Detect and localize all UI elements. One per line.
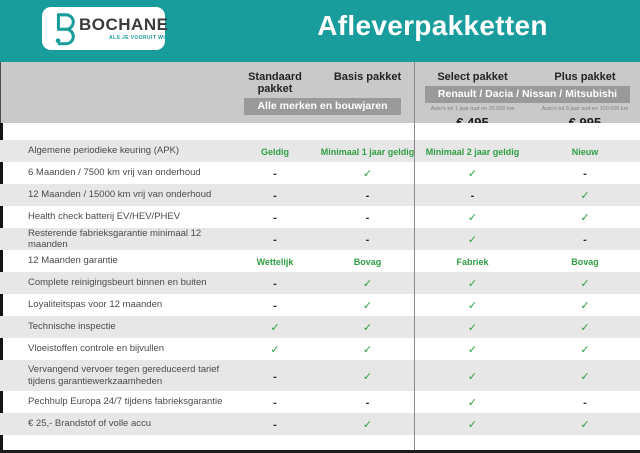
feature-value: Minimaal 1 jaar geldig <box>320 147 415 157</box>
brand-name: BOCHANE <box>79 15 169 34</box>
check-icon: ✓ <box>467 419 478 431</box>
dash-mark: - <box>365 397 370 409</box>
check-icon: ✓ <box>580 212 590 224</box>
dash-mark: - <box>273 370 277 383</box>
bochane-logo-icon <box>51 11 75 46</box>
check-icon: ✓ <box>580 322 590 334</box>
column-subtext-plus: Auto's tot 5 jaar oud en 100.000 km <box>541 106 629 112</box>
group-banner-all-brands: Alle merken en bouwjaren <box>244 98 401 115</box>
check-icon: ✓ <box>467 322 478 334</box>
check-icon: ✓ <box>362 168 373 180</box>
feature-row <box>0 206 640 228</box>
check-icon: ✓ <box>467 344 478 356</box>
feature-label: 6 Maanden / 7500 km vrij van onderhoud <box>28 167 201 179</box>
check-icon: ✓ <box>467 168 478 180</box>
dash-mark: - <box>273 234 277 247</box>
column-divider <box>414 62 415 450</box>
brand-tagline: ALS JE VOORUIT WIL <box>109 35 169 41</box>
dash-mark: - <box>273 212 277 224</box>
dash-mark: - <box>583 168 587 180</box>
feature-rows <box>0 140 640 435</box>
dash-mark: - <box>365 234 370 247</box>
feature-label: Loyaliteitspas voor 12 maanden <box>28 299 163 311</box>
feature-label: Health check batterij EV/HEV/PHEV <box>28 211 181 223</box>
feature-value: Nieuw <box>571 147 599 157</box>
feature-row <box>0 294 640 316</box>
check-icon: ✓ <box>467 234 478 247</box>
feature-row <box>0 272 640 294</box>
column-subtexts <box>415 105 640 114</box>
feature-label: 12 Maanden / 15000 km vrij van onderhoud <box>28 189 212 201</box>
column-standaard-pakket: Standaard pakket <box>248 71 302 95</box>
feature-value: Geldig <box>260 147 289 157</box>
logo-text <box>79 16 168 41</box>
header <box>0 0 640 62</box>
column-subtext-select: Auto's tot 1 jaar oud en 20.000 km <box>430 106 515 112</box>
feature-value: Bovag <box>353 257 382 267</box>
check-icon: ✓ <box>362 278 373 290</box>
feature-label: Pechhulp Europa 24/7 tijdens fabrieksgarantie <box>28 396 223 408</box>
feature-row <box>0 316 640 338</box>
check-icon: ✓ <box>362 419 373 431</box>
feature-row <box>0 228 640 250</box>
check-icon: ✓ <box>467 300 478 312</box>
check-icon: ✓ <box>580 344 590 356</box>
feature-label: Resterende fabrieksgarantie minimaal 12 maanden <box>28 228 202 251</box>
check-icon: ✓ <box>362 300 373 312</box>
check-icon: ✓ <box>467 397 478 409</box>
dash-mark: - <box>273 397 277 409</box>
feature-value: Fabriek <box>456 257 489 267</box>
dash-mark: - <box>470 190 475 202</box>
bochane-logo <box>42 7 169 50</box>
feature-label: Complete reinigingsbeurt binnen en buiten <box>28 277 207 289</box>
feature-value: Wettelijk <box>256 257 294 267</box>
check-icon: ✓ <box>362 370 373 383</box>
check-icon: ✓ <box>270 344 280 356</box>
feature-label: Algemene periodieke keuring (APK) <box>28 145 180 157</box>
dash-mark: - <box>583 397 587 409</box>
check-icon: ✓ <box>270 322 280 334</box>
page-title: Afleverpakketten <box>317 10 548 41</box>
feature-value: Bovag <box>571 257 599 267</box>
column-plus-pakket: Plus pakket <box>554 71 616 83</box>
column-labels <box>230 71 415 95</box>
dash-mark: - <box>273 278 277 290</box>
spacer-row-bottom <box>0 435 640 450</box>
group-banner-renault: Renault / Dacia / Nissan / Mitsubishi <box>425 86 630 103</box>
feature-row <box>0 184 640 206</box>
feature-row <box>0 413 640 435</box>
feature-value: Minimaal 2 jaar geldig <box>425 147 520 157</box>
spacer-row-top <box>0 123 640 140</box>
feature-row <box>0 250 640 272</box>
feature-row <box>0 162 640 184</box>
check-icon: ✓ <box>467 370 478 383</box>
feature-label: 12 Maanden garantie <box>28 255 118 267</box>
feature-row <box>0 360 640 391</box>
check-icon: ✓ <box>580 190 590 202</box>
check-icon: ✓ <box>362 322 373 334</box>
check-icon: ✓ <box>467 212 478 224</box>
check-icon: ✓ <box>580 370 590 383</box>
dash-mark: - <box>273 190 277 202</box>
dash-mark: - <box>365 190 370 202</box>
dash-mark: - <box>583 234 587 247</box>
check-icon: ✓ <box>467 278 478 290</box>
check-icon: ✓ <box>580 278 590 290</box>
check-icon: ✓ <box>580 419 590 431</box>
feature-label: Vloeistoffen controle en bijvullen <box>28 343 165 355</box>
column-select-pakket: Select pakket <box>437 71 508 83</box>
feature-row <box>0 338 640 360</box>
dash-mark: - <box>365 212 370 224</box>
packages-header-band <box>0 62 640 123</box>
dash-mark: - <box>273 419 277 431</box>
feature-row <box>0 391 640 413</box>
feature-label: € 25,- Brandstof of volle accu <box>28 418 152 430</box>
column-labels <box>415 71 640 83</box>
feature-row <box>0 140 640 162</box>
check-icon: ✓ <box>362 344 373 356</box>
check-icon: ✓ <box>580 300 590 312</box>
feature-label: Technische inspectie <box>28 321 116 333</box>
dash-mark: - <box>273 168 277 180</box>
dash-mark: - <box>273 300 277 312</box>
column-basis-pakket: Basis pakket <box>333 71 402 83</box>
feature-label: Vervangend vervoer tegen gereduceerd tarief tijdens garantiewerkzaamheden <box>28 364 220 387</box>
